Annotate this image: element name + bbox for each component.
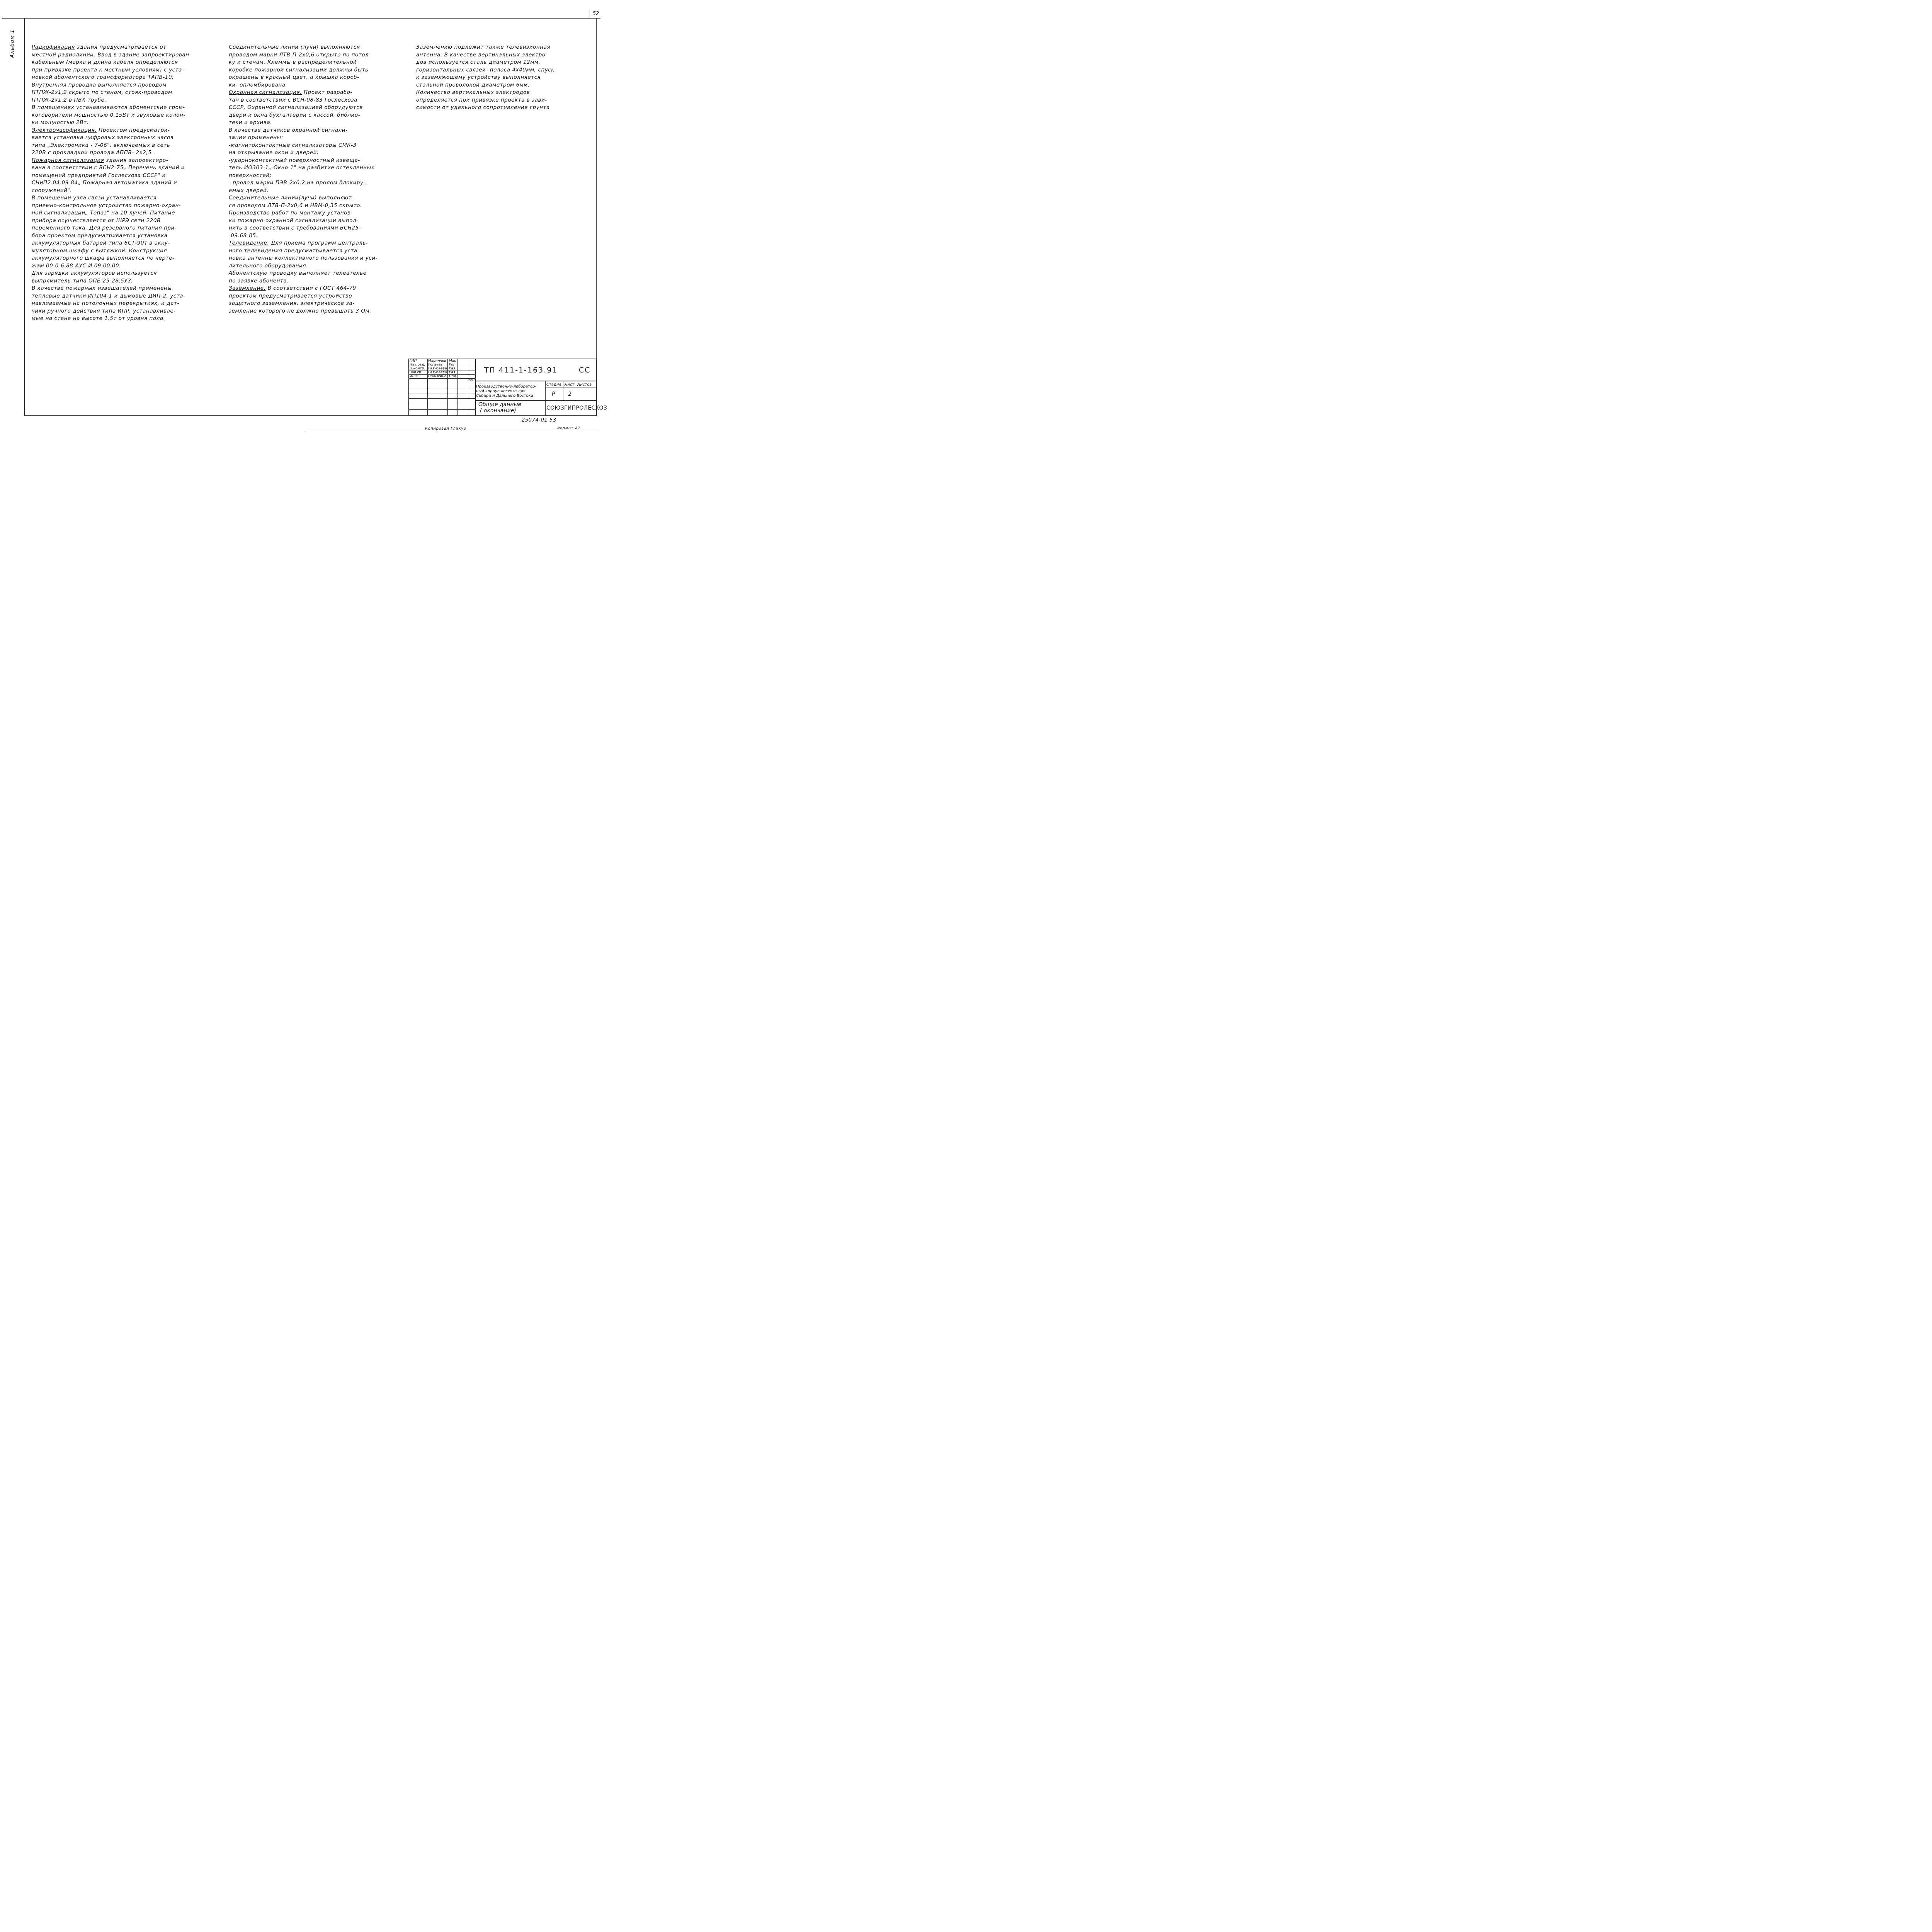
text-content: ПТПЖ-2х1,2 скрыто по стенам, стояк-проводом	[32, 90, 172, 95]
text-content: тель ИО303-1„ Окно-1" на разбитие остекленных	[229, 165, 375, 171]
text-content: Абонентскую проводку выполняет телеателье	[229, 270, 367, 276]
text-content: горизонтальных связей- полоса 4х40мм, спуск	[416, 67, 554, 73]
text-line	[32, 112, 185, 119]
text-content: -магнитоконтактные сигнализаторы СМК-3	[229, 142, 357, 148]
text-content: двери и окна бухгалтерии с кассой, библио-	[229, 112, 361, 118]
text-line	[32, 217, 161, 224]
text-line	[229, 66, 369, 74]
text-line	[229, 187, 269, 194]
text-line	[229, 172, 272, 179]
text-content: помещений предприятий Гослесхоза СССР" и	[32, 172, 166, 179]
text-line	[32, 119, 88, 126]
stamp-name: Разубаева	[428, 367, 447, 371]
text-content: к заземляющему устройству выполняется	[416, 75, 541, 80]
text-content: дов используется сталь диаметром 12мм,	[416, 60, 541, 65]
text-content: тан в соответствии с ВСН-08-83 Гослесхоза	[229, 97, 357, 103]
text-content: определяется при привязке проекта в зави-	[416, 97, 547, 103]
text-content: Количество вертикальных электродов	[416, 90, 530, 95]
stamp-role: Н.контр.	[410, 367, 425, 371]
text-content: вается установка цифровых электронных часов	[32, 135, 174, 141]
text-content: теки и архива.	[229, 120, 272, 126]
section-heading: Электрочасофикация.	[32, 127, 97, 133]
text-line	[229, 285, 356, 292]
text-line	[229, 240, 368, 247]
text-content: Проект разрабо-	[302, 90, 353, 95]
text-line	[32, 59, 178, 66]
text-content: В соответствии с ГОСТ 464-79	[265, 286, 356, 291]
document-code: ТП 411-1-163.91	[484, 366, 558, 374]
bottom-doc-number: 25074-01 53	[522, 417, 556, 423]
text-line	[229, 74, 359, 81]
text-line	[32, 232, 168, 240]
text-content: В качестве пожарных извещателей применены	[32, 286, 172, 291]
text-content: СНиП2.04.09-84„ Пожарная автоматика зданий и	[32, 180, 177, 186]
text-content: проводом марки ЛТВ-П-2х0,6 открыто по потол-	[229, 52, 371, 58]
text-content: переменного тока. Для резервного питания при-	[32, 225, 177, 231]
text-line	[229, 247, 359, 255]
document-code-suffix: СС	[579, 366, 591, 374]
text-content: мые на стене на высоте 1,5т от уровня пола.	[32, 316, 165, 321]
text-content: земление которого не должно превышать 3 Ом.	[229, 308, 372, 314]
text-line	[416, 44, 550, 51]
frame-top-line	[2, 18, 600, 19]
text-line	[229, 127, 348, 134]
title-line-2: ( окончание)	[480, 408, 516, 414]
text-content: типа „Электроника - 7-06", включаемых в сеть	[32, 142, 170, 148]
object-line-2: ный корпус лесхоза для	[476, 389, 526, 393]
text-line	[229, 44, 360, 51]
text-content: проектом предусматривается устройство	[229, 293, 352, 299]
text-content: антенна. В качестве вертикальных электро-	[416, 52, 548, 58]
text-line	[32, 164, 185, 172]
text-content: на открывание окон и дверей;	[229, 150, 319, 156]
text-content: Соединительные линии (лучи) выполняются	[229, 44, 360, 50]
sheet-header: Лист	[565, 383, 575, 387]
text-content: -09.68-85.	[229, 233, 258, 239]
text-line	[229, 51, 371, 59]
text-line	[32, 224, 177, 232]
text-content: тепловые датчики ИП104-1 и дымовые ДИП-2, уста-	[32, 293, 185, 299]
text-content: сооружений".	[32, 187, 72, 194]
section-heading: Радиофикация	[32, 44, 75, 50]
text-line	[32, 44, 167, 51]
stamp-role: Зав.гр.	[410, 371, 422, 374]
section-heading: Пожарная сигнализация	[32, 157, 104, 163]
text-line	[32, 194, 156, 202]
text-content: лительного оборудования.	[229, 263, 308, 269]
text-line	[32, 262, 121, 270]
text-content: ного телевидения предусматривается уста-	[229, 248, 360, 254]
text-content: Внутренняя проводка выполняется проводом	[32, 82, 167, 88]
stage-value: Р	[552, 391, 555, 397]
section-heading: Телевидение.	[229, 240, 269, 246]
text-line	[229, 202, 362, 209]
text-content: ки мощностью 2Вт.	[32, 120, 89, 126]
text-content: Заземлению подлежит также телевизионная	[416, 44, 551, 50]
text-content: новка антенны коллективного пользования и уси-	[229, 255, 378, 261]
text-content: выпрямитель типа ОПЕ-25-28,5У3.	[32, 278, 133, 284]
text-line	[229, 194, 354, 202]
text-content: - провод марки ПЭВ-2х0,2 на пролом блокиру-	[229, 180, 366, 186]
text-line	[229, 277, 289, 285]
stamp-name: Рогачев	[428, 363, 443, 367]
frame-right-line	[596, 18, 597, 416]
text-content: нить в соответствии с требованиями ВСН25-	[229, 225, 361, 231]
corner-sheet-number: 52	[590, 10, 602, 18]
text-line	[229, 179, 366, 187]
text-content: бора проектом предусматривается установка	[32, 233, 168, 239]
text-content: приемно-контрольное устройство пожарно-охран-	[32, 202, 181, 209]
text-line	[229, 262, 308, 270]
text-line	[416, 97, 547, 104]
text-content: Соединительные линии(лучи) выполняют-	[229, 195, 354, 201]
text-line	[32, 270, 157, 277]
text-line	[32, 104, 185, 111]
text-content: ки- опломбирована.	[229, 82, 287, 88]
text-content: симости от удельного сопротивления грунта	[416, 105, 550, 111]
drawing-sheet	[0, 0, 607, 439]
text-line	[229, 164, 374, 172]
text-content: здания предусматривается от	[75, 44, 167, 50]
text-line	[32, 202, 181, 209]
text-line	[416, 89, 530, 96]
text-content: здания запроектиро-	[104, 157, 168, 163]
text-content: поверхностей;	[229, 172, 272, 179]
text-content: кабельным (марка и длина кабеля определяются	[32, 60, 178, 65]
text-line	[32, 255, 174, 262]
text-content: чики ручного действия типа ИПР, устанавливае-	[32, 308, 176, 314]
text-line	[229, 224, 361, 232]
text-line	[32, 66, 184, 74]
stamp-role: Инж.	[410, 374, 419, 378]
text-content: Проектом предусматри-	[97, 127, 170, 133]
text-content: В помещении узла связи устанавливается	[32, 195, 157, 201]
object-line-3: Сибири и Дальнего Востока	[476, 394, 533, 398]
text-line	[32, 172, 166, 179]
text-line	[229, 82, 287, 89]
text-content: коговорители мощностью 0,15Вт и звуковые колон-	[32, 112, 185, 118]
signature-marks: Мар Рог Раз Раз Пад	[449, 359, 456, 378]
text-line	[416, 104, 550, 111]
text-content: муляторном шкафу с вытяжкой. Конструкция	[32, 248, 167, 254]
text-line	[229, 157, 360, 164]
text-line	[229, 217, 359, 224]
copied-signature: Гликур	[451, 427, 466, 431]
title-line-1: Общие данные	[478, 401, 522, 408]
text-content: Производство работ по монтажу установ-	[229, 210, 353, 216]
text-line	[32, 308, 176, 315]
text-line	[32, 293, 185, 300]
text-content: ся проводом ЛТВ-П-2х0,6 и НВМ-0,35 скрыто.	[229, 202, 362, 209]
text-line	[229, 59, 357, 66]
text-line	[32, 51, 189, 59]
text-content: ной сигнализации„ Топаз" на 10 лучей. Питание	[32, 210, 175, 216]
stage-header: Стадия	[546, 383, 561, 387]
text-line	[32, 74, 174, 81]
text-content: В качестве датчиков охранной сигнали-	[229, 127, 348, 133]
text-content: коробке пожарной сигнализации должны быть	[229, 67, 369, 73]
text-content: окрашены в красный цвет, а крышка короб-	[229, 75, 359, 80]
section-heading: Заземление.	[229, 286, 266, 291]
text-content: В помещениях устанавливаются абонентские гром-	[32, 105, 185, 111]
stamp-date: 1991	[467, 378, 475, 382]
text-line	[32, 300, 179, 307]
text-line	[32, 149, 155, 156]
text-line	[229, 300, 355, 307]
text-content: защитного заземления, электрическое за-	[229, 301, 355, 306]
title-block	[408, 359, 607, 416]
text-line	[32, 285, 172, 292]
stamp-role: ГИП	[410, 359, 417, 363]
text-line	[229, 255, 378, 262]
text-line	[229, 142, 357, 149]
text-line	[32, 277, 133, 285]
text-line	[32, 127, 170, 134]
text-content: местной радиолинии. Ввод в здание запроектирован	[32, 52, 189, 58]
text-content: СССР. Охранной сигнализацией оборудуются	[229, 105, 363, 111]
stamp-role: Нач.отд.	[410, 363, 425, 367]
text-line	[229, 308, 371, 315]
text-line	[229, 293, 352, 300]
text-content: стальной проволокой диаметром 6мм.	[416, 82, 530, 88]
text-line	[229, 149, 319, 156]
text-line	[229, 270, 367, 277]
text-content: -ударноконтактный поверхностный извеща-	[229, 157, 360, 163]
text-content: вана в соответствии с ВСН2-75„ Перечень зданий и	[32, 165, 185, 171]
text-content: прибора осуществляется от ШРЭ сети 220В	[32, 218, 161, 224]
text-line	[32, 240, 170, 247]
section-heading: Охранная сигнализация.	[229, 90, 302, 95]
text-content: Для зарядки аккумуляторов используется	[32, 270, 157, 276]
text-content: емых дверей.	[229, 187, 269, 194]
text-content: по заявке абонента.	[229, 278, 289, 284]
text-content: новкой абонентского трансформатора ТАПВ-10.	[32, 75, 174, 80]
text-line	[229, 119, 272, 126]
text-line	[32, 179, 177, 187]
text-line	[32, 209, 175, 217]
text-line	[32, 82, 167, 89]
text-content: ПТПЖ-2х1,2 в ПВХ трубе.	[32, 97, 107, 103]
stamp-name: Маринчев	[428, 359, 446, 363]
text-line	[32, 97, 106, 104]
text-content: навливаемые на потолочных перекрытиях, и дат-	[32, 301, 179, 306]
text-line	[229, 89, 352, 96]
sheet-value: 2	[568, 391, 571, 397]
text-content: аккумуляторного шкафа выполняется по черте-	[32, 255, 175, 261]
album-label: Альбом 1	[9, 29, 15, 58]
text-content: ку и стенам. Клеммы в распределительной	[229, 60, 357, 65]
text-line	[416, 82, 530, 89]
frame-left-line	[24, 18, 25, 416]
text-content: аккумуляторных батарей типа 6СТ-90т в акку-	[32, 240, 170, 246]
text-line	[229, 134, 283, 141]
text-line	[229, 209, 353, 217]
text-line	[32, 315, 165, 322]
text-line	[229, 232, 258, 240]
text-line	[32, 134, 173, 141]
format-label: Формат А2	[556, 426, 581, 430]
sheets-header: Листов	[577, 383, 592, 387]
text-line	[416, 66, 554, 74]
object-line-1: Производственно-лаборатор-	[476, 384, 537, 389]
stamp-name: Разубаева	[428, 371, 447, 374]
text-line	[229, 112, 360, 119]
text-line	[32, 89, 172, 96]
text-line	[416, 51, 548, 59]
text-line	[32, 247, 167, 255]
text-content: ки пожарно-охранной сигнализации выпол-	[229, 218, 359, 224]
text-content: Для приема программ централь-	[269, 240, 368, 246]
text-content: при привязке проекта к местным условиям) с уста-	[32, 67, 184, 73]
text-line	[32, 187, 72, 194]
text-line	[416, 59, 541, 66]
stamp-name: Падыгина	[428, 374, 447, 378]
organization-name: СОЮЗГИПРОЛЕСХОЗ	[546, 405, 607, 411]
text-content: 220В с прокладкой провода АППВ- 2х2,5 .	[32, 150, 155, 156]
text-content: жам 00-0-6.88-АУС.И.09.00.00.	[32, 263, 121, 269]
text-line	[32, 157, 168, 164]
copied-label: Копировал Гликур	[425, 427, 466, 431]
text-line	[229, 104, 363, 111]
text-line	[32, 142, 170, 149]
text-line	[416, 74, 541, 81]
text-line	[229, 97, 357, 104]
text-content: зации применены:	[229, 135, 283, 141]
